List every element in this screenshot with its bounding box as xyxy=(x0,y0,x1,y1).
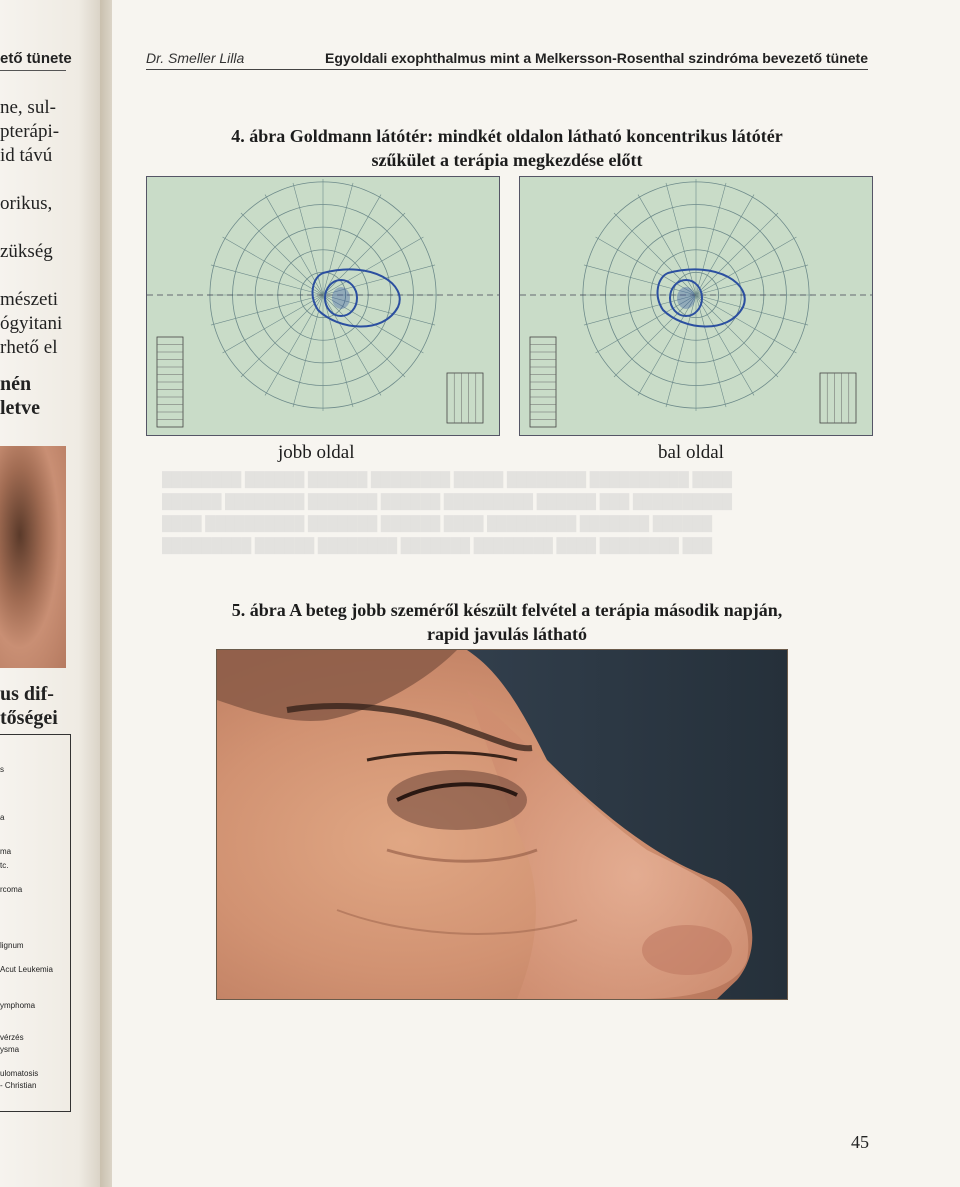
figure5-caption xyxy=(146,598,868,646)
visual-field-chart-left-eye xyxy=(519,176,873,436)
left-page-photo xyxy=(0,446,66,668)
left-page-heading-2: us dif- tőségei xyxy=(0,683,58,729)
running-header-rule xyxy=(146,69,868,70)
left-page-box-item: vérzés xyxy=(0,1033,24,1042)
left-page-box-item: ma xyxy=(0,847,12,856)
figure4-caption-line1: 4. ábra Goldmann látótér: mindkét oldalon látható koncentrikus látótér xyxy=(231,126,783,146)
left-page-box-item: rcoma xyxy=(0,885,23,894)
left-page-heading-1: nén letve xyxy=(0,373,40,419)
left-page-header: ető tünete xyxy=(0,50,72,67)
figure4-caption xyxy=(146,124,868,172)
figure5-eye-photo xyxy=(216,649,788,1000)
blind-spot xyxy=(332,287,350,309)
left-page-box-item: s xyxy=(0,765,4,774)
left-page-box-item: tc. xyxy=(0,861,9,870)
perimetry-grid xyxy=(147,179,499,427)
page-number: 45 xyxy=(851,1132,869,1152)
running-header-title: Egyoldali exophthalmus mint a Melkersson-Rosenthal szindróma bevezető tünete xyxy=(325,50,868,66)
label-right-side: jobb oldal xyxy=(278,442,355,463)
figure5-caption-line2: rapid javulás látható xyxy=(426,624,588,644)
left-page-box-item: - Christian xyxy=(0,1081,37,1090)
blind-spot xyxy=(677,287,695,309)
bleed-through-text: ████████ ██████ ██████ ████████ █████ ████████ ██████████ ████ ██████ ████████ ███████ ██████ █████████ ██████ ███ ██████████ ████ ██████████ ███████ ██████ ████ █████████ ███████ ██████ █████████ ██████ ████████ ███████ ████████ ████ ████████ ███ xyxy=(162,473,733,554)
label-left-side: bal oldal xyxy=(658,442,724,463)
figure4-caption-line2: szűkület a terápia megkezdése előtt xyxy=(371,150,643,170)
left-page-text: ne, sul- pterápi- id távú orikus, zükség mészeti ógyitani rhető el xyxy=(0,97,63,358)
left-page-box-item: lignum xyxy=(0,941,24,950)
left-page-box-item: ymphoma xyxy=(0,1001,36,1010)
left-page-box-item: Acut Leukemia xyxy=(0,965,53,974)
running-header-author: Dr. Smeller Lilla xyxy=(146,50,245,66)
right-page xyxy=(112,0,960,1187)
perimetry-grid xyxy=(520,179,872,427)
left-page xyxy=(0,0,112,1187)
left-page-box-item: a xyxy=(0,813,5,822)
visual-field-chart-right-eye xyxy=(146,176,500,436)
left-page-box-item: ulomatosis xyxy=(0,1069,39,1078)
left-page-box-item: ysma xyxy=(0,1045,20,1054)
left-page-header-rule xyxy=(0,70,66,71)
figure5-caption-line1: 5. ábra A beteg jobb szeméről készült felvétel a terápia második napján, xyxy=(231,600,783,620)
left-page-table-box xyxy=(0,734,71,1112)
